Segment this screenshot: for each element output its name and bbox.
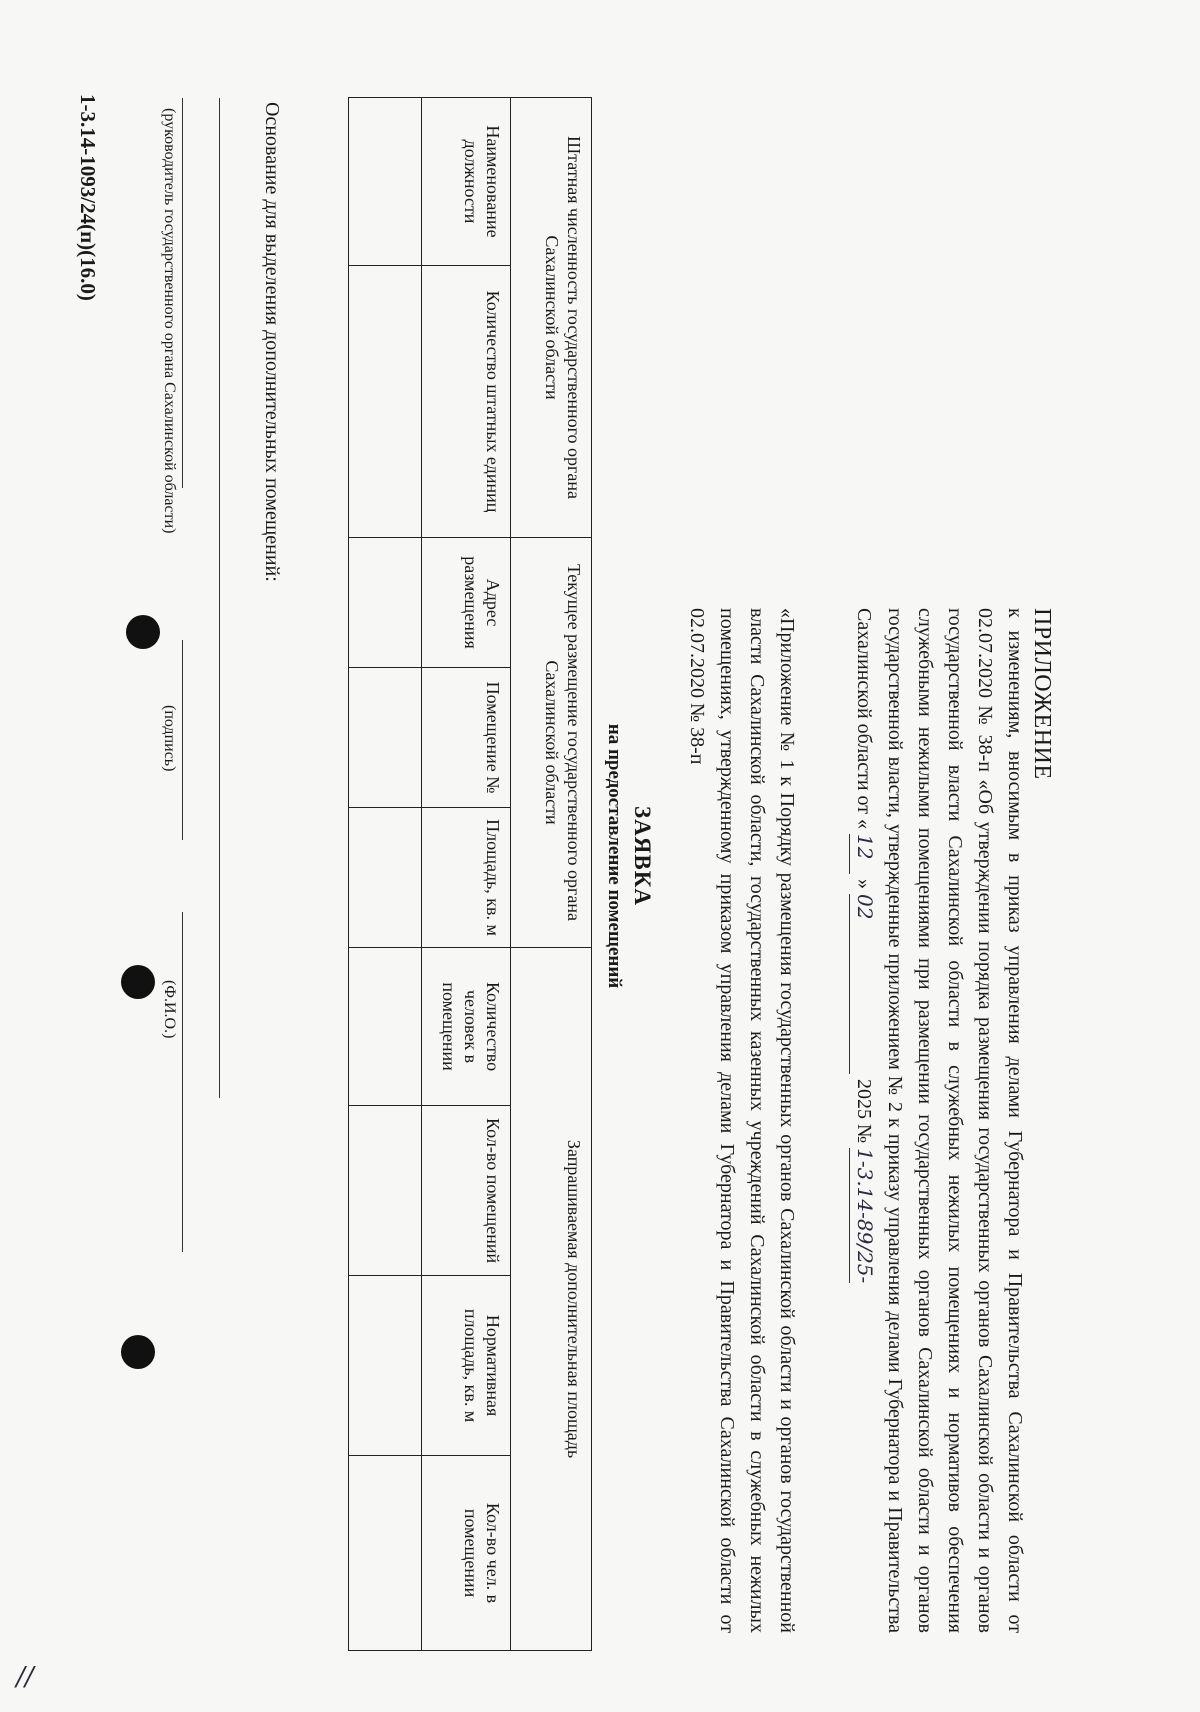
column-header-room-count: Кол-во помещений — [422, 1106, 511, 1276]
caption-head: (руководитель государственного органа Сахалинской области) — [161, 108, 178, 534]
signature-line — [182, 640, 183, 840]
date-month-field: 02 — [849, 894, 880, 1074]
column-header-staff-units: Количество штатных единиц — [422, 266, 511, 538]
appendix-1-paragraph: «Приложение № 1 к Порядку размещения государственных органов Сахалинской области и органов государственной власти Сахалинской области, государственных казенных учреждений Сахалинской области в служебных нежилых помещениях, утвержденному приказом управления делами Губернатора и Правительства Сахалинской области от 02.07.2020 № 38-п — [686, 608, 798, 1633]
table-column-header-row — [422, 98, 511, 1651]
table-row — [349, 98, 422, 1651]
appendix-reference-paragraph: к изменениям, вносимым в приказ управления делами Губернатора и Правительства Сахалинской области от 02.07.2020 № 38-п «Об утверждении порядка размещения государственных органов Сахалинской области и органов государственной власти Сахалинской области в служебных нежилых помещениях и нормативов обеспечения служебными нежилыми помещениями при размещении государственных органов Сахалинской области и органов государственной власти, утвержденные приложением № 2 к приказу управления делами Губернатора и Правительства Сахалинской области от « 12 » 02 2025 № 1-3.14-89/25- — [849, 608, 1030, 1633]
year-text: 2025 № — [853, 1079, 875, 1144]
basis-label: Основание для выделения дополнительных помещений: — [261, 102, 283, 582]
column-header-address: Адрес размещения — [422, 538, 511, 668]
punch-hole — [121, 1335, 155, 1369]
column-header-position: Наименование должности — [422, 98, 511, 266]
punch-hole — [121, 965, 155, 999]
table-group-header-row — [511, 98, 592, 1651]
head-signature-line — [182, 98, 183, 488]
group-header-requested-area: Запрашиваемая дополнительная площадь — [511, 948, 592, 1651]
column-header-area: Площадь, кв. м — [422, 808, 511, 948]
column-header-people-in-room: Количество человек в помещении — [422, 948, 511, 1106]
column-header-room-number: Помещение № — [422, 668, 511, 808]
fio-line — [182, 912, 183, 1252]
request-title: ЗАЯВКА — [630, 806, 655, 906]
basis-line — [219, 98, 220, 1098]
request-table — [348, 97, 592, 1651]
date-day-field: 12 — [849, 834, 880, 874]
group-header-current-placement: Текущее размещение государственного органа Сахалинской области — [511, 538, 592, 948]
order-number-field: 1-3.14-89/25- — [849, 1148, 880, 1283]
caption-fio: (Ф.И.О.) — [161, 980, 178, 1039]
document-code: 1-3.14-1093/24(п)(16.0) — [76, 94, 100, 301]
handwritten-corner-mark: // — [16, 1661, 34, 1692]
group-header-staff: Штатная численность государственного органа Сахалинской области — [511, 98, 592, 538]
caption-signature: (подпись) — [161, 705, 178, 772]
punch-hole — [126, 615, 160, 649]
appendix-title: ПРИЛОЖЕНИЕ — [1029, 608, 1055, 780]
appendix-reference-text: к изменениям, вносимым в приказ управления делами Губернатора и Правительства Сахалинской области от 02.07.2020 № 38-п «Об утверждении порядка размещения государственных органов Сахалинской области и органов государственной власти Сахалинской области в служебных нежилых помещениях и нормативов обеспечения служебными нежилыми помещениями при размещении государственных органов Сахалинской области и органов государственной власти, утвержденные приложением № 2 к приказу управления делами Губернатора и Правительства Сахалинской области от « — [853, 608, 1026, 1633]
column-header-people-count: Кол-во чел. в помещении — [422, 1456, 511, 1651]
column-header-normative-area: Нормативная площадь, кв. м — [422, 1276, 511, 1456]
request-subtitle: на предоставление помещений — [604, 723, 625, 989]
